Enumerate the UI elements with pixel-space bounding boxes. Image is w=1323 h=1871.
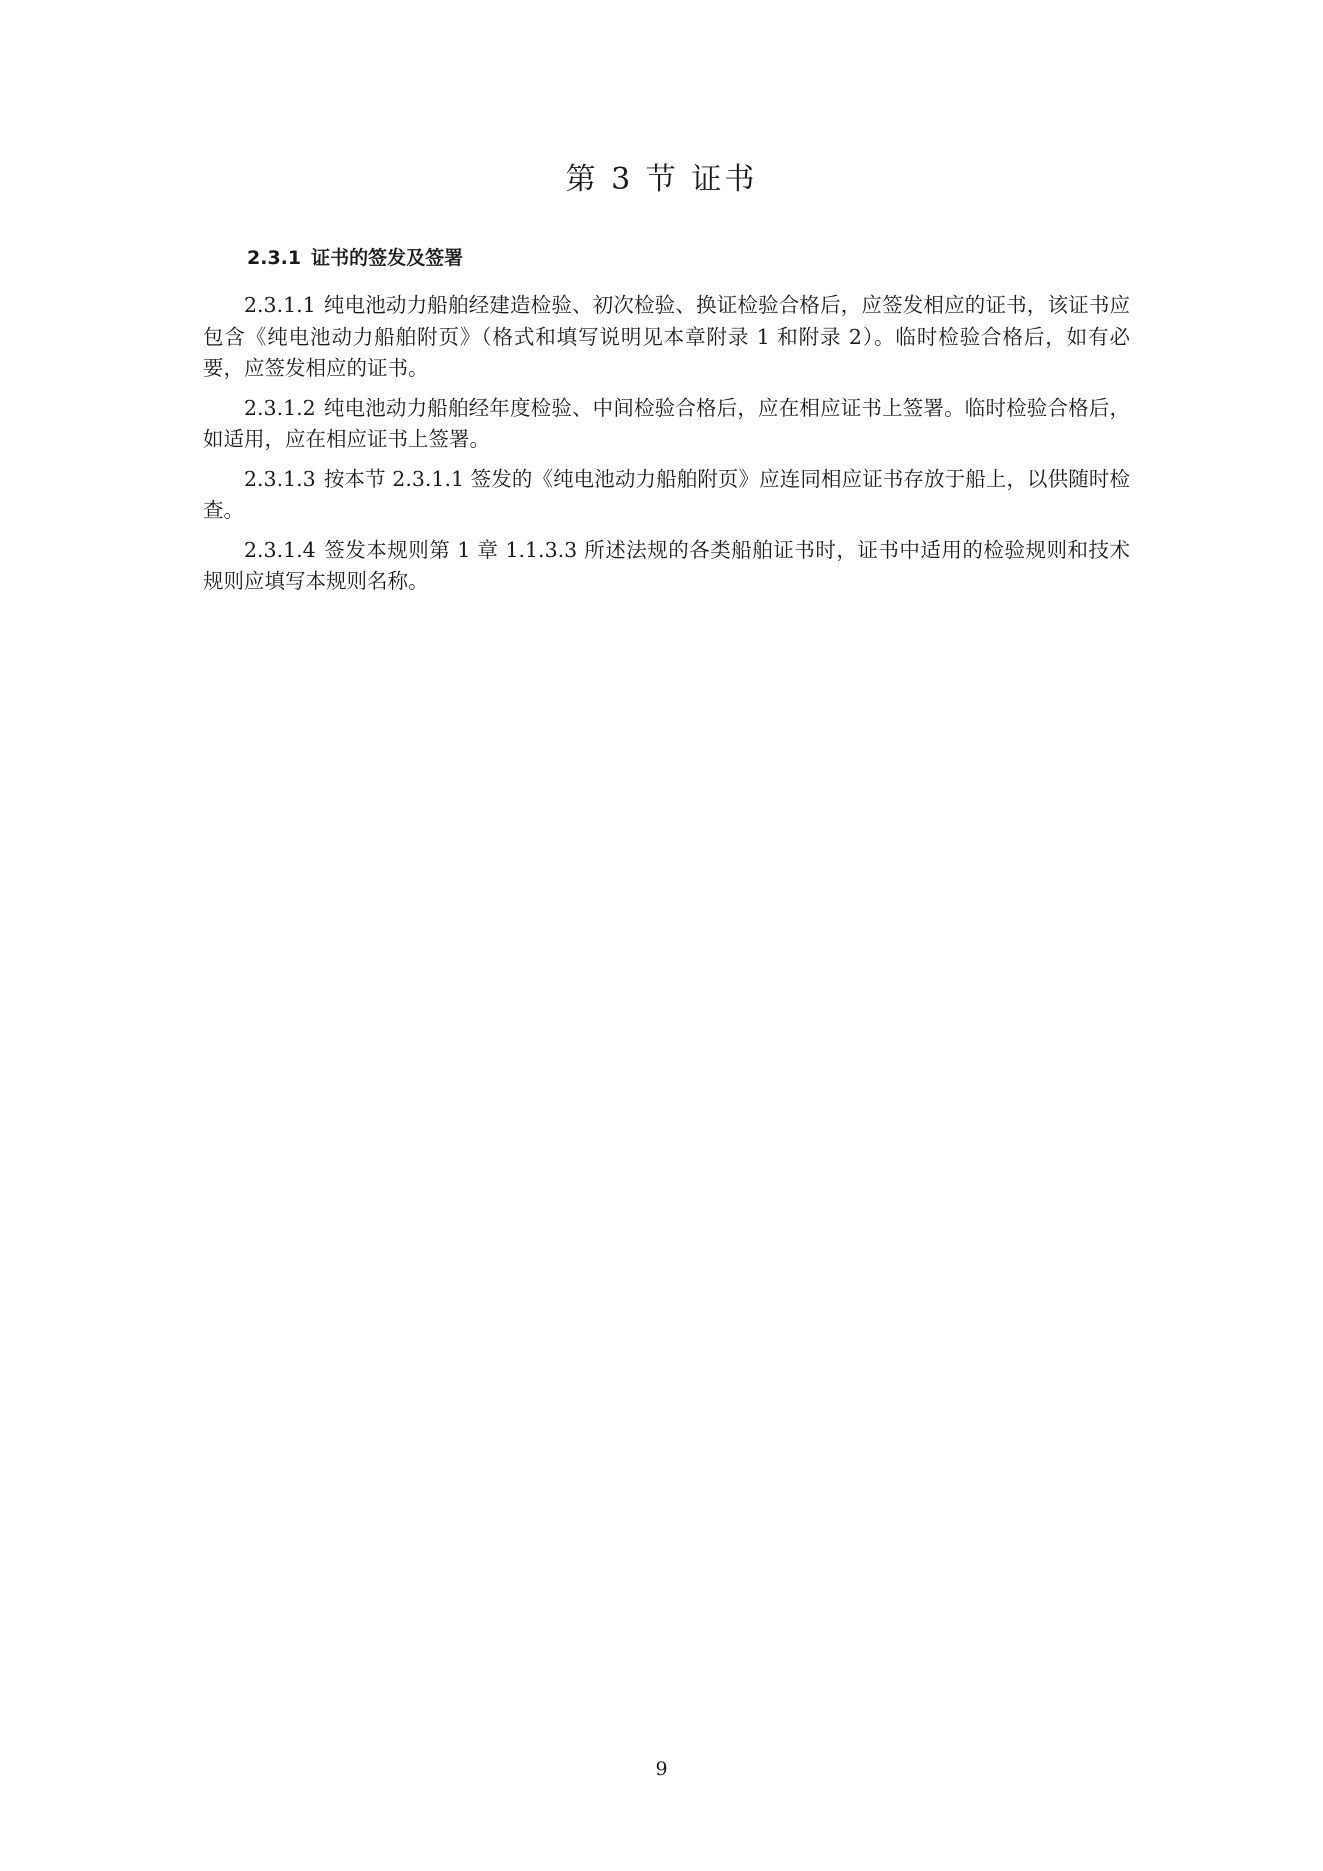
clause-text: 签发本规则第 1 章 1.1.3.3 所述法规的各类船舶证书时，证书中适用的检验规则和技术规则应填写本规则名称。 [203, 537, 1130, 593]
subsection-heading [247, 243, 1130, 273]
section-body [203, 243, 1130, 606]
clause-2-3-1-3 [203, 464, 1130, 527]
clause-number: 2.3.1.4 [244, 537, 316, 562]
page-number: 9 [655, 1758, 668, 1780]
subsection-title: 证书的签发及签署 [311, 247, 464, 269]
clause-number: 2.3.1.2 [244, 395, 316, 420]
clause-number: 2.3.1.1 [244, 293, 316, 317]
clause-2-3-1-1 [203, 290, 1130, 385]
clause-2-3-1-2 [203, 393, 1130, 456]
clause-text: 按本节 2.3.1.1 签发的《纯电池动力船舶附页》应连同相应证书存放于船上，以供随时检查。 [203, 466, 1130, 522]
clause-text: 纯电池动力船舶经年度检验、中间检验合格后，应在相应证书上签署。临时检验合格后，如适用，应在相应证书上签署。 [203, 395, 1130, 451]
clause-text: 纯电池动力船舶经建造检验、初次检验、换证检验合格后，应签发相应的证书，该证书应包含《纯电池动力船舶附页》（格式和填写说明见本章附录 1 和附录 2）。临时检验合格后，如有必要，应签发相应的证书。 [203, 293, 1130, 380]
subsection-number: 2.3.1 [247, 247, 302, 269]
clause-number: 2.3.1.3 [244, 466, 316, 491]
section-title: 第 3 节 证书 [565, 162, 758, 197]
clause-2-3-1-4 [203, 535, 1130, 598]
